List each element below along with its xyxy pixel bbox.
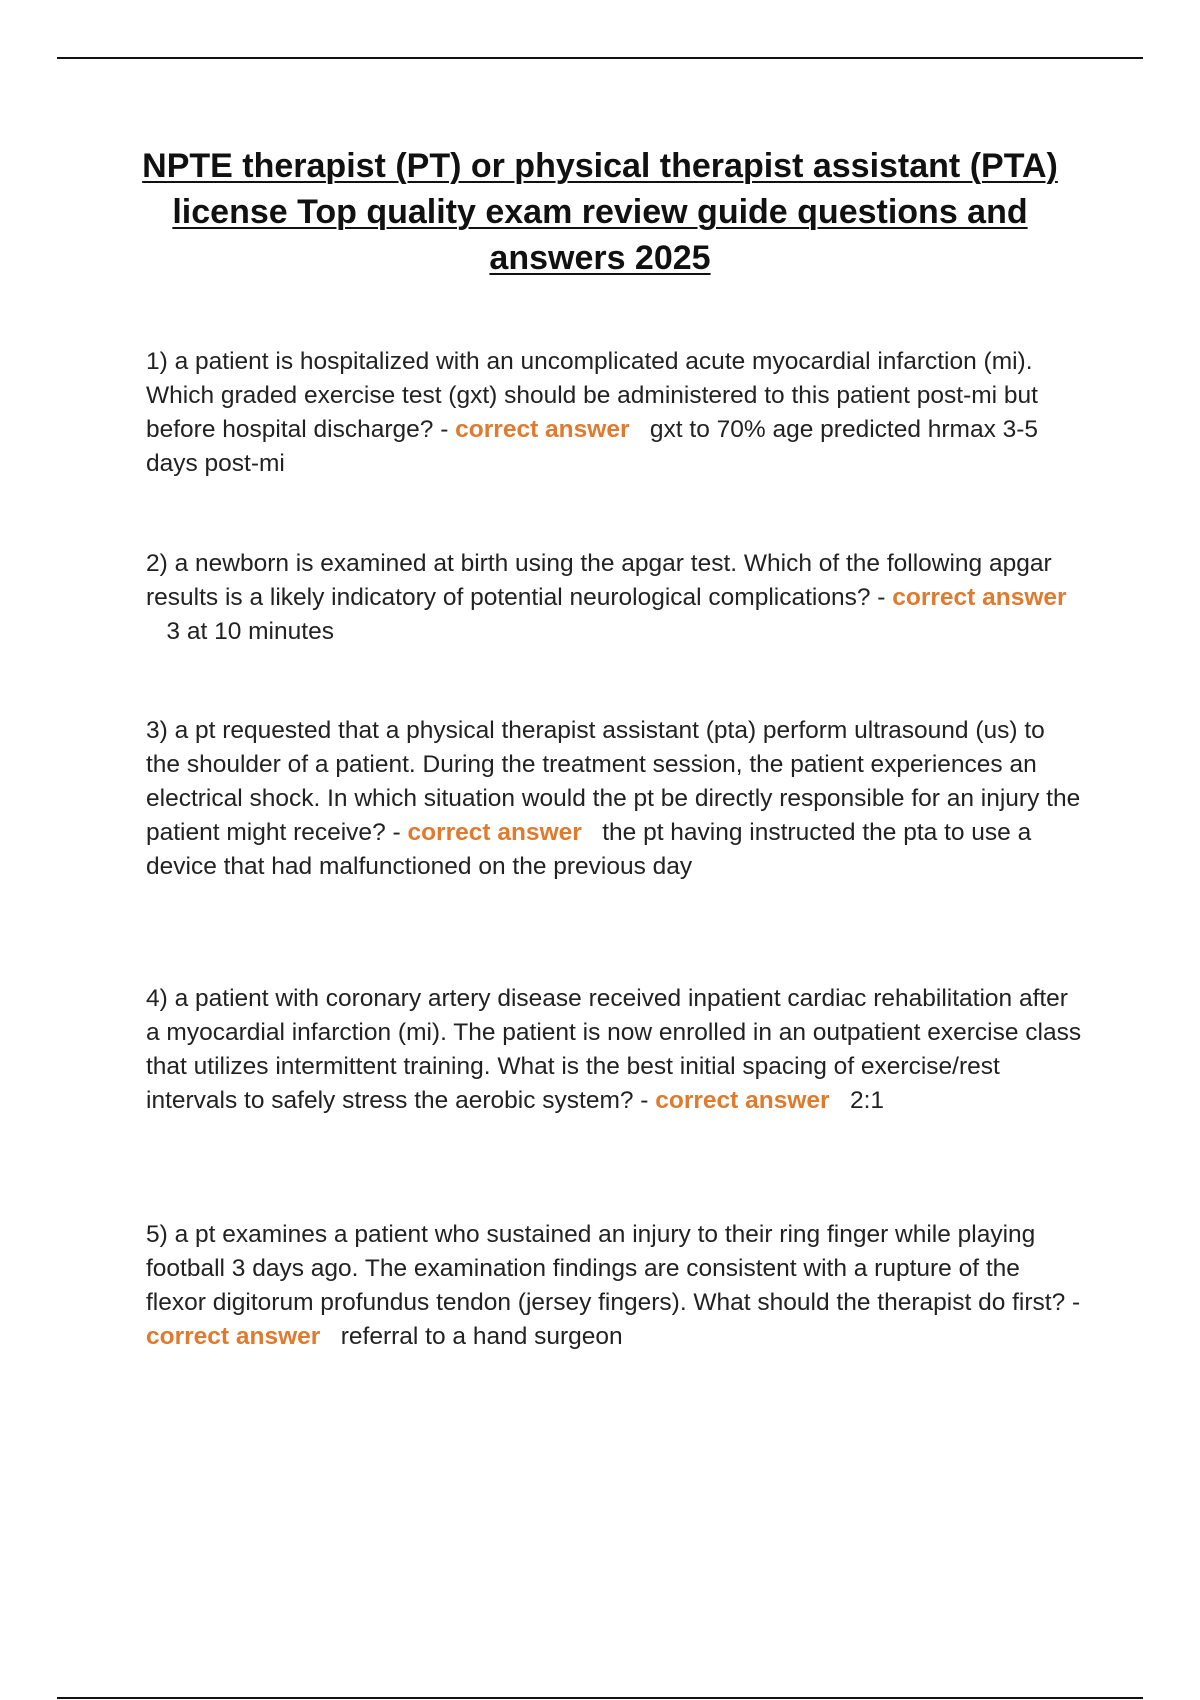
page-title: NPTE therapist (PT) or physical therapist assistant (PTA) license Top quality exam review guide questions and answers 2025 — [142, 147, 1058, 277]
answer-text: 3 at 10 minutes — [166, 618, 334, 645]
answer-label: correct answer — [455, 416, 630, 443]
answer-label: correct answer — [407, 819, 582, 846]
question-text: 5) a pt examines a patient who sustained an injury to their ring finger while playing football 3 days ago. The examination findings are consistent with a rupture of the flexor digitorum profundus tendon (jersey fingers). What should the therapist do first? - — [146, 1221, 1081, 1316]
answer-label: correct answer — [892, 584, 1067, 611]
answer-text: referral to a hand surgeon — [340, 1323, 623, 1350]
question-item — [146, 1218, 1082, 1354]
question-item — [146, 345, 1082, 481]
answer-text: the pt having instructed the pta to use a device that had malfunctioned on the previous day — [146, 819, 1032, 880]
top-rule — [57, 57, 1143, 59]
question-text: 3) a pt requested that a physical therapist assistant (pta) perform ultrasound (us) to the shoulder of a patient. During the treatment session, the patient experiences an electrical shock. In which situation would the pt be directly responsible for an injury the patient might receive? - — [146, 717, 1081, 846]
question-text: 1) a patient is hospitalized with an uncomplicated acute myocardial infarction (mi). Which graded exercise test (gxt) should be administered to this patient post-mi but before hospital discharge? - — [146, 348, 1038, 443]
answer-text: 2:1 — [850, 1087, 885, 1114]
answer-label: correct answer — [655, 1087, 830, 1114]
question-item — [146, 714, 1082, 884]
question-item — [146, 982, 1082, 1118]
answer-text: gxt to 70% age predicted hrmax 3-5 days post-mi — [146, 416, 1039, 477]
answer-label: correct answer — [146, 1323, 321, 1350]
bottom-rule — [57, 1697, 1143, 1699]
question-item — [146, 547, 1082, 649]
question-text: 2) a newborn is examined at birth using the apgar test. Which of the following apgar results is a likely indicatory of potential neurological complications? - — [146, 550, 1052, 611]
question-text: 4) a patient with coronary artery disease received inpatient cardiac rehabilitation after a myocardial infarction (mi). The patient is now enrolled in an outpatient exercise class that utilizes intermittent training. What is the best initial spacing of exercise/rest intervals to safely stress the aerobic system? - — [146, 985, 1082, 1114]
